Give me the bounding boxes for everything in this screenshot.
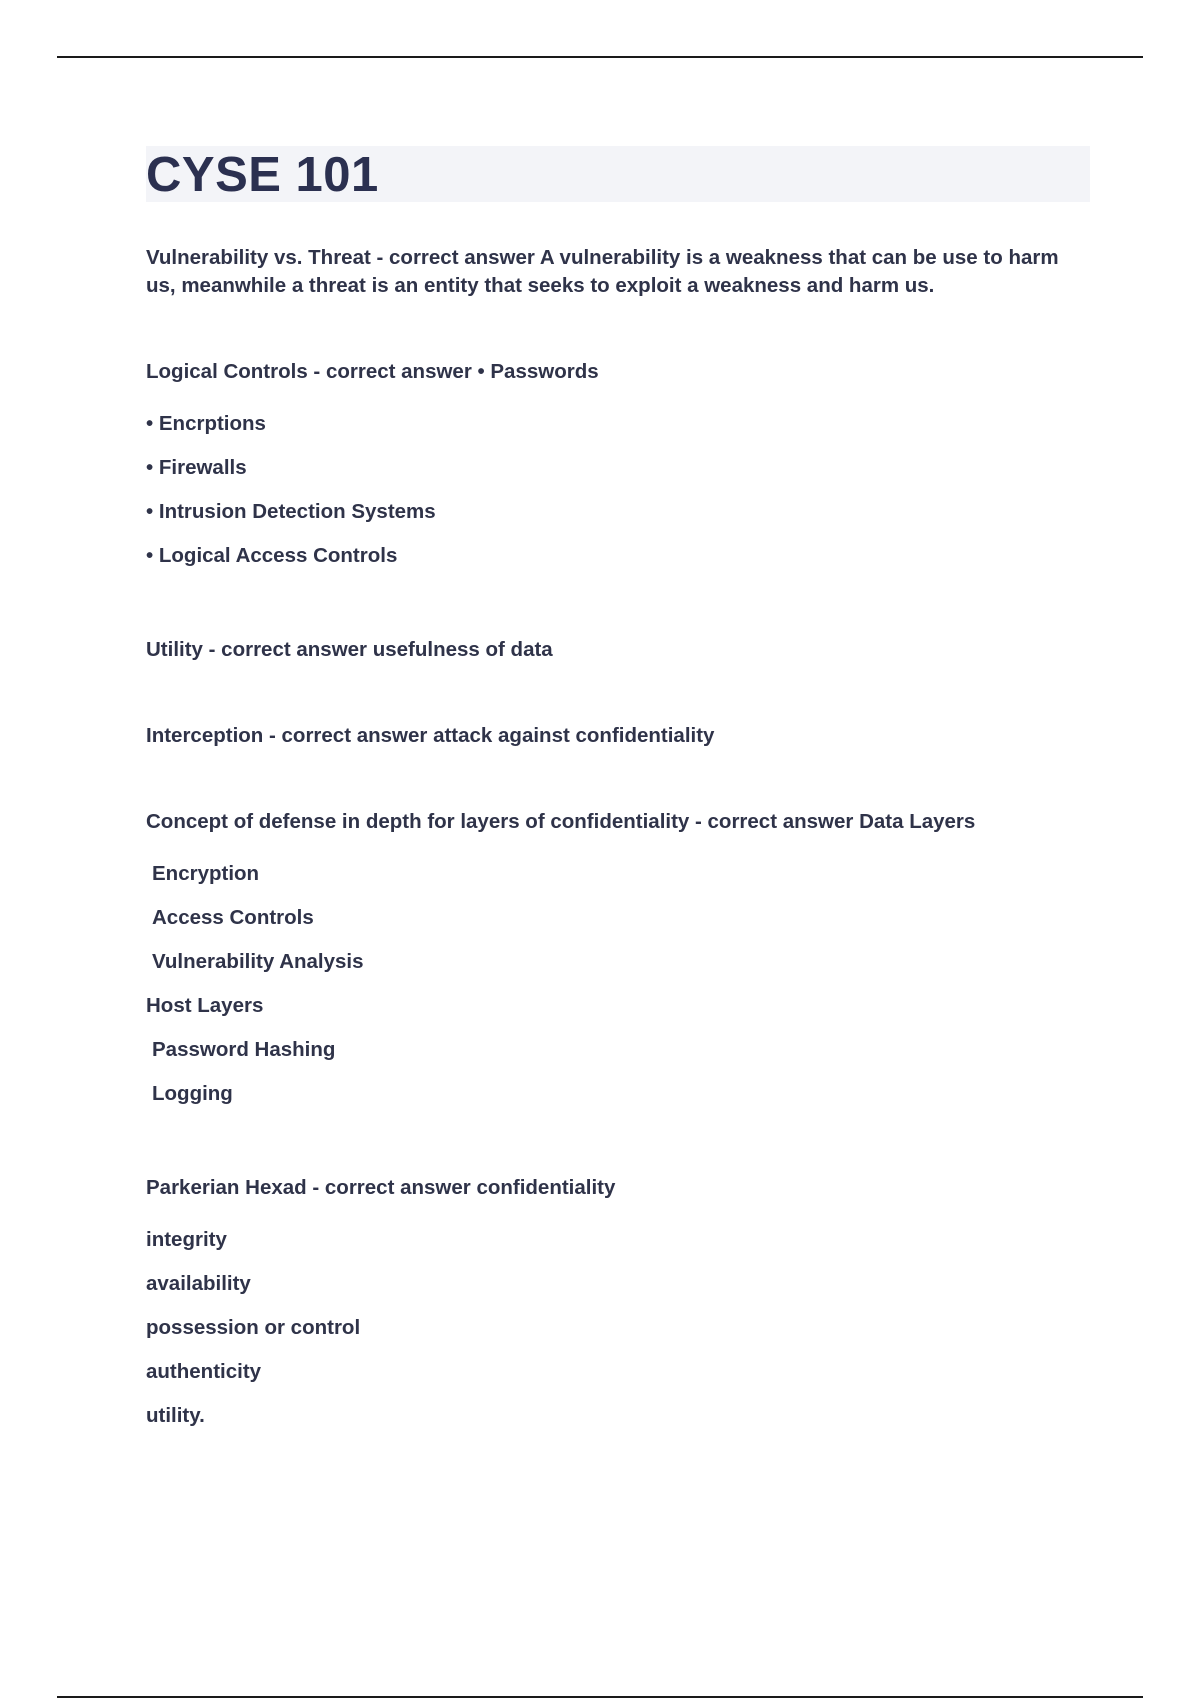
entry-heading: Parkerian Hexad - correct answer confidentiality [146, 1176, 616, 1199]
list-item: Access Controls [152, 906, 314, 929]
list-item: possession or control [146, 1316, 361, 1339]
entry-text: Utility - correct answer usefulness of data [146, 638, 553, 661]
list-item: Vulnerability Analysis [152, 950, 364, 973]
entry-utility [146, 636, 1090, 664]
list-item: • Intrusion Detection Systems [146, 500, 436, 523]
entry-vulnerability-vs-threat [146, 244, 1090, 300]
list-item: integrity [146, 1228, 227, 1251]
entry-text: Vulnerability vs. Threat - correct answer A vulnerability is a weakness that can be use to harm us, meanwhile a threat is an entity that seeks to exploit a weakness and harm us. [146, 246, 1059, 297]
list-item: Encryption [152, 862, 260, 885]
list-item: Password Hashing [152, 1038, 336, 1061]
list-item: • Firewalls [146, 456, 247, 479]
entry-interception [146, 722, 1090, 750]
list-item: availability [146, 1272, 251, 1295]
entry-heading: Concept of defense in depth for layers of confidentiality - correct answer Data Layers [146, 810, 976, 833]
entry-heading: Logical Controls - correct answer • Passwords [146, 360, 599, 383]
list-item: • Encrptions [146, 412, 266, 435]
entry-parkerian-hexad [146, 1174, 1090, 1438]
list-item: Logging [152, 1082, 233, 1105]
list-item: authenticity [146, 1360, 262, 1383]
document-body [146, 146, 1090, 1496]
list-item: utility. [146, 1404, 205, 1427]
header-rule [57, 56, 1143, 58]
list-item: Host Layers [146, 994, 264, 1017]
title-band [146, 146, 1090, 202]
list-item: • Logical Access Controls [146, 544, 398, 567]
entry-text: Interception - correct answer attack against confidentiality [146, 724, 715, 747]
document-title: CYSE 101 [146, 148, 379, 202]
entry-logical-controls [146, 358, 1090, 578]
footer-rule [57, 1696, 1143, 1698]
entry-defense-in-depth [146, 808, 1090, 1116]
